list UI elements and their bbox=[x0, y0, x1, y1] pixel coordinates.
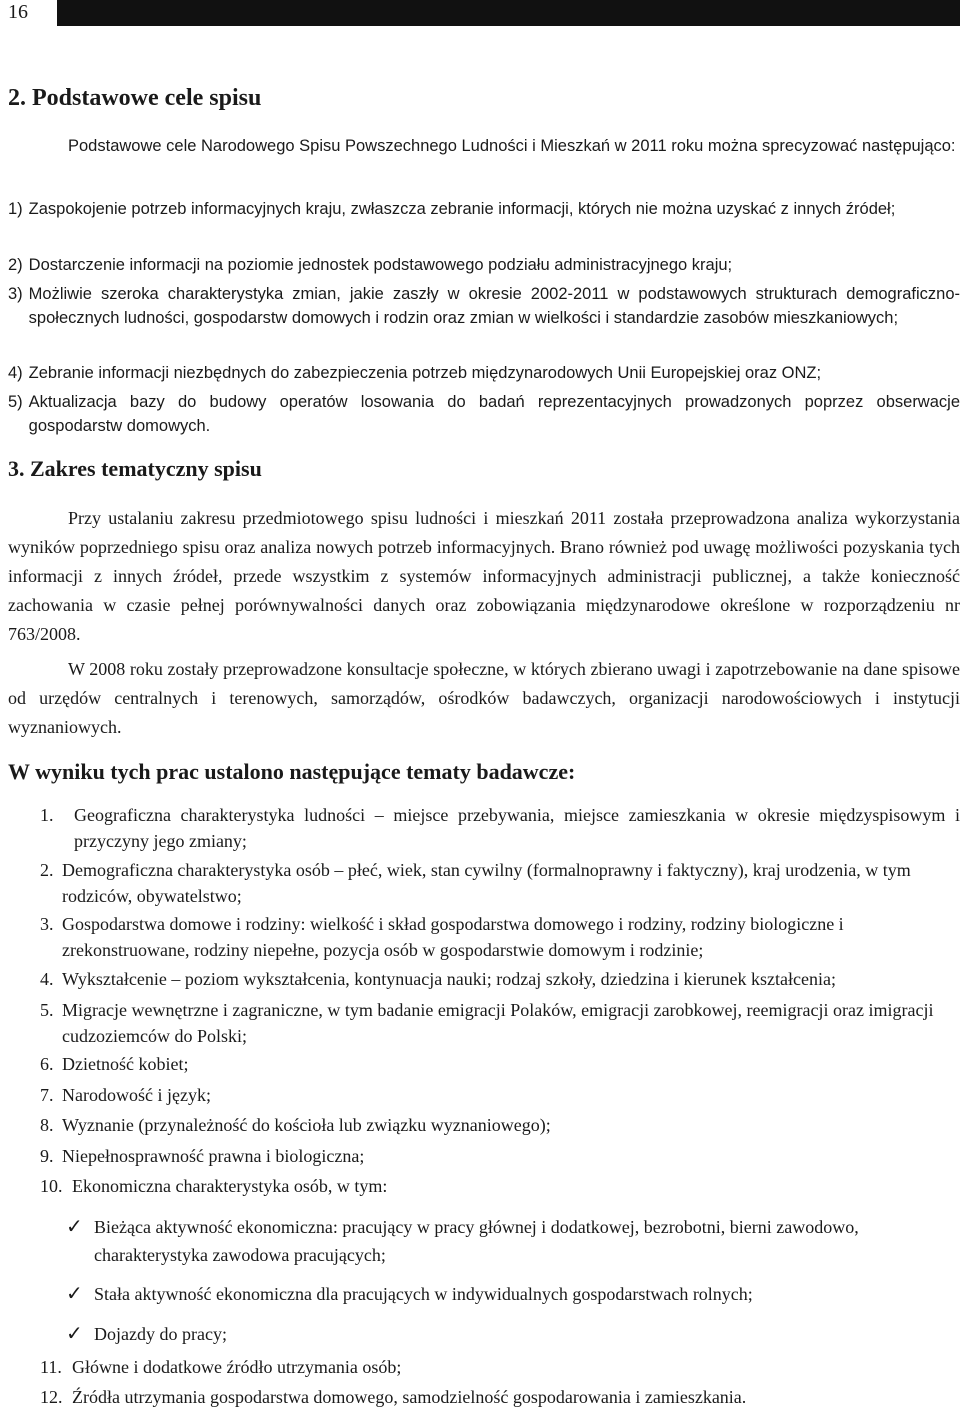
sub-item-text: Bieżąca aktywność ekonomiczna: pracujący w pracy głównej i dodatkowej, bezrobotni, bierni zawodowo, charakterystyka zawodowa pracujących; bbox=[94, 1217, 859, 1265]
topic-text: Geograficzna charakterystyka ludności – miejsce przebywania, miejsce zamieszkania w okresie międzyspisowym i przyczyny jego zmiany; bbox=[74, 805, 960, 851]
topic-text: Źródła utrzymania gospodarstwa domowego, samodzielność gospodarowania i zamieszkania. bbox=[72, 1387, 747, 1407]
list-item bbox=[8, 361, 960, 385]
topic-item bbox=[8, 1051, 960, 1077]
topic-number: 7. bbox=[40, 1085, 54, 1105]
topic-text: Demograficzna charakterystyka osób – płeć, wiek, stan cywilny (formalnoprawny i faktyczny), kraj urodzenia, w tym rodziców, obywatelstwo; bbox=[62, 860, 911, 906]
topic-number: 12. bbox=[40, 1387, 63, 1407]
checkmark-icon: ✓ bbox=[66, 1323, 83, 1345]
topic-item bbox=[8, 997, 960, 1049]
topic-number: 5. bbox=[40, 1000, 54, 1020]
topic-number: 3. bbox=[40, 914, 54, 934]
section-heading: 3. Zakres tematyczny spisu bbox=[8, 456, 262, 481]
intro-text: Podstawowe cele Narodowego Spisu Powszechnego Ludności i Mieszkań w 2011 roku można sprecyzować następująco: bbox=[68, 137, 956, 155]
item-number: 4) bbox=[8, 364, 23, 382]
topic-item bbox=[8, 1173, 960, 1199]
paragraph-text: Przy ustalaniu zakresu przedmiotowego spisu ludności i mieszkań 2011 została przeprowadzona analiza wykorzystania wyników poprzedniego spisu oraz analiza nowych potrzeb informacyjnych. Brano również pod uwagę możliwości pozyskania tych informacji z innych źródeł, przede wszystkim z systemów informacyjnych administracji publicznej, a także konieczność zachowania w czasie pełnej porównywalności danych oraz zobowiązania międzynarodowe określone w rozporządzeniu nr 763/2008. bbox=[8, 508, 960, 644]
topic-text: Narodowość i język; bbox=[62, 1085, 211, 1105]
topic-item bbox=[8, 1143, 960, 1169]
topic-item bbox=[8, 802, 960, 854]
list-item bbox=[8, 282, 960, 330]
item-number: 2) bbox=[8, 256, 23, 274]
item-text: Dostarczenie informacji na poziomie jednostek podstawowego podziału administracyjnego kraju; bbox=[28, 256, 733, 274]
topic-number: 10. bbox=[40, 1176, 63, 1196]
sub-item-text: Stała aktywność ekonomiczna dla pracujących w indywidualnych gospodarstwach rolnych; bbox=[94, 1284, 753, 1304]
item-text: Możliwie szeroka charakterystyka zmian, jakie zaszły w okresie 2002-2011 w podstawowych strukturach demograficzno-społecznych ludności, gospodarstw domowych i rodzin oraz zmian w wielkości i standardzie zasobów mieszkaniowych; bbox=[28, 285, 960, 327]
list-item bbox=[8, 197, 960, 221]
body-paragraph bbox=[8, 504, 960, 649]
header-bar bbox=[57, 0, 960, 26]
topic-item bbox=[8, 1082, 960, 1108]
list-item bbox=[8, 253, 960, 277]
sub-list-item bbox=[66, 1280, 960, 1308]
topic-number: 2. bbox=[40, 860, 54, 880]
topic-item bbox=[8, 1112, 960, 1138]
sub-list-item bbox=[66, 1213, 960, 1269]
topic-number: 11. bbox=[40, 1357, 62, 1377]
topic-number: 1. bbox=[40, 805, 54, 825]
sub-item-text: Dojazdy do pracy; bbox=[94, 1324, 227, 1344]
intro-paragraph bbox=[8, 133, 960, 159]
section-heading: 2. Podstawowe cele spisu bbox=[8, 85, 262, 111]
topic-item bbox=[8, 911, 960, 963]
list-item bbox=[8, 390, 960, 438]
checkmark-icon: ✓ bbox=[66, 1216, 83, 1238]
item-number: 5) bbox=[8, 393, 23, 411]
page-number: 16 bbox=[8, 1, 28, 23]
subheading: W wyniku tych prac ustalono następujące tematy badawcze: bbox=[8, 759, 576, 784]
item-number: 3) bbox=[8, 285, 23, 303]
topic-number: 6. bbox=[40, 1054, 54, 1074]
topic-text: Główne i dodatkowe źródło utrzymania osób; bbox=[72, 1357, 402, 1377]
topic-item bbox=[8, 857, 960, 909]
body-paragraph bbox=[8, 655, 960, 742]
topic-text: Niepełnosprawność prawna i biologiczna; bbox=[62, 1146, 365, 1166]
topic-text: Migracje wewnętrzne i zagraniczne, w tym badanie emigracji Polaków, emigracji zarobkowej, reemigracji oraz imigracji cudzoziemców do Polski; bbox=[62, 1000, 934, 1046]
topic-number: 4. bbox=[40, 969, 54, 989]
topic-item bbox=[8, 1354, 960, 1380]
topic-text: Gospodarstwa domowe i rodziny: wielkość i skład gospodarstwa domowego i rodziny, rodziny biologiczne i zrekonstruowane, rodziny niepełne, pozycja osób w gospodarstwie domowym i rodzinie; bbox=[62, 914, 844, 960]
item-text: Zaspokojenie potrzeb informacyjnych kraju, zwłaszcza zebranie informacji, których nie można uzyskać z innych źródeł; bbox=[28, 200, 896, 218]
paragraph-text: W 2008 roku zostały przeprowadzone konsultacje społeczne, w których zbierano uwagi i zapotrzebowanie na dane spisowe od urzędów centralnych i terenowych, samorządów, ośrodków badawczych, organizacji narodowościowych i instytucji wyznaniowych. bbox=[8, 659, 960, 737]
item-text: Zebranie informacji niezbędnych do zabezpieczenia potrzeb międzynarodowych Unii Europejskiej oraz ONZ; bbox=[28, 364, 822, 382]
item-number: 1) bbox=[8, 200, 23, 218]
topic-text: Wykształcenie – poziom wykształcenia, kontynuacja nauki; rodzaj szkoły, dziedzina i kierunek kształcenia; bbox=[62, 969, 836, 989]
checkmark-icon: ✓ bbox=[66, 1283, 83, 1305]
topic-text: Wyznanie (przynależność do kościoła lub związku wyznaniowego); bbox=[62, 1115, 551, 1135]
topic-number: 9. bbox=[40, 1146, 54, 1166]
topic-text: Dzietność kobiet; bbox=[62, 1054, 189, 1074]
topic-number: 8. bbox=[40, 1115, 54, 1135]
topic-item bbox=[8, 1384, 960, 1410]
topic-item bbox=[8, 966, 960, 992]
item-text: Aktualizacja bazy do budowy operatów losowania do badań reprezentacyjnych prowadzonych poprzez obserwacje gospodarstw domowych. bbox=[28, 393, 960, 435]
sub-list-item bbox=[66, 1320, 960, 1348]
topic-text: Ekonomiczna charakterystyka osób, w tym: bbox=[72, 1176, 388, 1196]
